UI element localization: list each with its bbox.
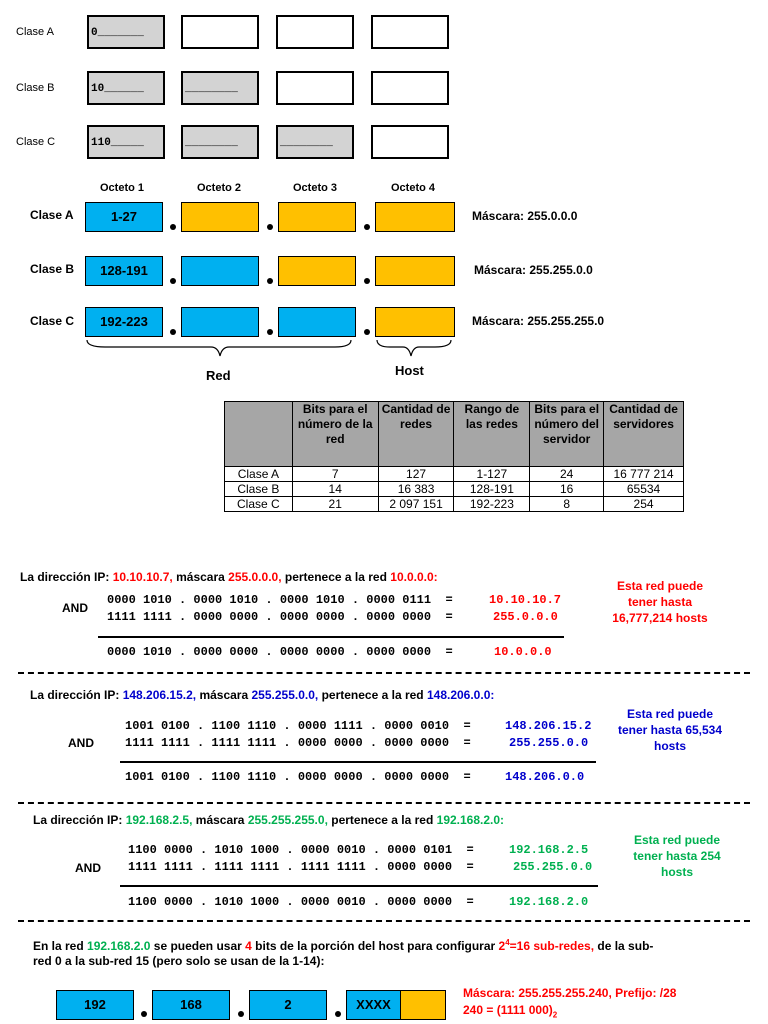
ex3-text: La dirección IP: <box>33 813 126 827</box>
network-brace <box>87 340 351 356</box>
class-b-range: 128-191 <box>85 256 163 286</box>
ex3-text: pertenece a la red <box>327 813 437 827</box>
ex3-ip-value: 192.168.2.5 <box>509 843 589 857</box>
ex1-net: 10.0.0.0: <box>390 570 438 584</box>
separator-dot <box>364 224 370 230</box>
ex2-result-value: 148.206.0.0 <box>505 770 585 784</box>
class-a-octet-4 <box>371 15 449 49</box>
subnet-statement-line-1 <box>33 938 653 953</box>
section-divider <box>18 802 750 804</box>
class-b-octet-2 <box>181 71 259 105</box>
table-cell: 16 777 214 <box>604 467 684 482</box>
ex1-mask: 255.0.0.0, <box>228 570 282 584</box>
separator-dot <box>267 278 273 284</box>
table-cell: 8 <box>530 497 604 512</box>
separator-dot <box>170 329 176 335</box>
table-header-cell: Rango de las redes <box>454 402 530 467</box>
class-c-octet-3-net <box>278 307 356 337</box>
host-brace-label: Host <box>395 363 424 378</box>
ex1-mask-value: 255.0.0.0 <box>493 610 558 624</box>
ex3-ip: 192.168.2.5, <box>125 813 193 827</box>
table-row <box>225 482 684 497</box>
section-divider <box>18 920 750 922</box>
class-c-octet-4-host <box>375 307 455 337</box>
host-brace <box>377 340 451 356</box>
ex2-note-line: tener hasta 65,534 <box>617 723 723 737</box>
ex1-note-line: 16,777,214 hosts <box>612 611 708 625</box>
table-header-row <box>225 402 684 467</box>
ex1-ip: 10.10.10.7, <box>112 570 173 584</box>
ex1-text: máscara <box>172 570 229 584</box>
subnet-text: bits de la porción del host para configurar <box>251 939 499 953</box>
separator-dot <box>267 329 273 335</box>
class-c-octet-1 <box>87 125 165 159</box>
class-b-bits: 10______ <box>91 83 144 95</box>
table-header-cell: Cantidad de redes <box>378 402 454 467</box>
separator-dot <box>364 329 370 335</box>
class-c-octet-2-net <box>181 307 259 337</box>
subnet-pow-exp: 4 <box>505 938 510 947</box>
ex1-text: pertenece a la red <box>281 570 391 584</box>
class-a-octet-2 <box>181 15 259 49</box>
table-cell: Clase A <box>225 467 293 482</box>
ex2-ip: 148.206.15.2, <box>122 688 197 702</box>
ex2-result-line <box>120 761 596 763</box>
ex1-mask-binary: 1111 1111 . 0000 0000 . 0000 0000 . 0000 0000 = <box>107 610 453 624</box>
table-cell: 1-127 <box>454 467 530 482</box>
ex1-statement <box>20 570 438 584</box>
separator-dot <box>267 224 273 230</box>
ex2-ip-value: 148.206.15.2 <box>505 719 592 733</box>
subnet-pow-base: 2 <box>498 939 506 953</box>
ex2-mask-value: 255.255.0.0 <box>509 736 589 750</box>
subnet-octet-1: 192 <box>56 990 134 1020</box>
ex1-text: La dirección IP: <box>20 570 113 584</box>
ex1-ip-value: 10.10.10.7 <box>489 593 562 607</box>
ex2-note-line: hosts <box>653 739 686 753</box>
ex3-note-line: hosts <box>660 865 693 879</box>
ex1-result-binary: 0000 1010 . 0000 0000 . 0000 0000 . 0000 0000 = <box>107 645 453 659</box>
subnet-octet-4-subnet-bits: XXXX <box>346 990 401 1020</box>
class-c-fill-3: ________ <box>280 137 333 149</box>
subnet-count <box>499 939 595 953</box>
ex1-result-value: 10.0.0.0 <box>494 645 552 659</box>
ex3-result-line <box>120 885 598 887</box>
table-cell: 254 <box>604 497 684 512</box>
class-b-fill-2: ________ <box>185 83 238 95</box>
class-b-octet-3-host <box>278 256 356 286</box>
section-divider <box>18 672 750 674</box>
subnet-text: se pueden usar <box>150 939 246 953</box>
class-c-octet-4 <box>371 125 449 159</box>
class-c-fill-2: ________ <box>185 137 238 149</box>
class-c-label: Clase C <box>16 136 56 148</box>
ex2-ip-binary: 1001 0100 . 1100 1110 . 0000 1111 . 0000 0010 = <box>125 719 471 733</box>
class-a-label: Clase A <box>16 26 54 38</box>
subnet-mask-binary-text: 240 = (1111 000) <box>463 1003 553 1017</box>
ex2-text: La dirección IP: <box>30 688 123 702</box>
table-cell: 65534 <box>604 482 684 497</box>
ex2-text: pertenece a la red <box>318 688 427 702</box>
octet-4-header: Octeto 4 <box>391 182 436 194</box>
ex2-note <box>605 706 735 754</box>
class-a-octet-3 <box>276 15 354 49</box>
subnet-mask-binary <box>463 1003 557 1019</box>
class-b-octet-4-host <box>375 256 455 286</box>
subnet-statement-line-2: red 0 a la sub-red 15 (pero solo se usan de la 1-14): <box>33 954 325 968</box>
table-cell: Clase B <box>225 482 293 497</box>
table-header-cell: Bits para el número del servidor <box>530 402 604 467</box>
ex3-result-value: 192.168.2.0 <box>509 895 589 909</box>
ex2-note-line: Esta red puede <box>626 707 714 721</box>
ex3-and-label: AND <box>75 861 101 875</box>
table-header-cell: Bits para el número de la red <box>292 402 378 467</box>
octet-3-header: Octeto 3 <box>293 182 338 194</box>
ex3-statement <box>33 813 504 827</box>
ex1-note-line: tener hasta <box>627 595 693 609</box>
ex1-ip-binary: 0000 1010 . 0000 1010 . 0000 1010 . 0000 0111 = <box>107 593 453 607</box>
ex3-note <box>612 832 742 880</box>
ex3-note-line: Esta red puede <box>633 833 721 847</box>
table-cell: 16 383 <box>378 482 454 497</box>
class-a-mask: Máscara: 255.0.0.0 <box>472 209 578 223</box>
table-cell: 24 <box>530 467 604 482</box>
octet-1-header: Octeto 1 <box>100 182 145 194</box>
separator-dot <box>141 1011 147 1017</box>
separator-dot <box>364 278 370 284</box>
ex3-ip-binary: 1100 0000 . 1010 1000 . 0000 0010 . 0000 0101 = <box>128 843 474 857</box>
mid-class-c-label: Clase C <box>30 314 75 328</box>
table-cell: Clase C <box>225 497 293 512</box>
ex2-text: máscara <box>196 688 252 702</box>
octet-2-header: Octeto 2 <box>197 182 242 194</box>
subnet-octet-2: 168 <box>152 990 230 1020</box>
table-cell: 7 <box>292 467 378 482</box>
mid-class-a-label: Clase A <box>30 208 74 222</box>
ex3-mask-binary: 1111 1111 . 1111 1111 . 1111 1111 . 0000 0000 = <box>128 860 474 874</box>
table-cell: 127 <box>378 467 454 482</box>
separator-dot <box>170 278 176 284</box>
ex2-and-label: AND <box>68 736 94 750</box>
ex2-mask: 255.255.0.0, <box>251 688 319 702</box>
class-c-mask: Máscara: 255.255.255.0 <box>472 314 605 328</box>
table-cell: 2 097 151 <box>378 497 454 512</box>
table-row <box>225 497 684 512</box>
ex3-mask: 255.255.255.0, <box>247 813 328 827</box>
class-b-octet-3 <box>276 71 354 105</box>
class-b-label: Clase B <box>16 82 55 94</box>
subnet-mask-binary-base: 2 <box>552 1010 558 1020</box>
table-cell: 21 <box>292 497 378 512</box>
separator-dot <box>335 1011 341 1017</box>
table-cell: 192-223 <box>454 497 530 512</box>
class-b-mask: Máscara: 255.255.0.0 <box>474 263 593 277</box>
class-table <box>224 401 684 512</box>
table-cell: 128-191 <box>454 482 530 497</box>
subnet-bits: 4 <box>245 939 252 953</box>
class-a-octet-3-host <box>278 202 356 232</box>
ex3-note-line: tener hasta 254 <box>633 849 721 863</box>
class-a-bits: 0_______ <box>91 27 144 39</box>
subnet-mask: Máscara: 255.255.255.240, Prefijo: /28 <box>463 986 677 1000</box>
ex2-mask-binary: 1111 1111 . 1111 1111 . 0000 0000 . 0000 0000 = <box>125 736 471 750</box>
ex1-result-line <box>98 636 564 638</box>
class-a-range: 1-27 <box>85 202 163 232</box>
class-a-octet-4-host <box>375 202 455 232</box>
ex1-note <box>590 578 730 626</box>
mid-class-b-label: Clase B <box>30 262 75 276</box>
class-b-octet-4 <box>371 71 449 105</box>
table-header-empty <box>225 402 293 467</box>
subnet-eq: =16 sub-redes, <box>509 939 595 953</box>
class-c-octet-3 <box>276 125 354 159</box>
ex2-statement <box>30 688 494 702</box>
class-c-octet-2 <box>181 125 259 159</box>
ex1-and-label: AND <box>62 601 88 615</box>
table-row <box>225 467 684 482</box>
network-brace-label: Red <box>206 368 231 383</box>
subnet-octet-4-host-bits <box>400 990 446 1020</box>
table-header-cell: Cantidad de servidores <box>604 402 684 467</box>
separator-dot <box>170 224 176 230</box>
class-c-range: 192-223 <box>85 307 163 337</box>
ex3-result-binary: 1100 0000 . 1010 1000 . 0000 0010 . 0000 0000 = <box>128 895 474 909</box>
subnet-text: de la sub- <box>594 939 654 953</box>
table-cell: 16 <box>530 482 604 497</box>
ex2-net: 148.206.0.0: <box>426 688 495 702</box>
class-a-octet-2-host <box>181 202 259 232</box>
ex3-text: máscara <box>192 813 248 827</box>
ex2-result-binary: 1001 0100 . 1100 1110 . 0000 0000 . 0000 0000 = <box>125 770 471 784</box>
subnet-octet-3: 2 <box>249 990 327 1020</box>
class-b-octet-2-net <box>181 256 259 286</box>
table-cell: 14 <box>292 482 378 497</box>
class-b-octet-1 <box>87 71 165 105</box>
class-a-octet-1 <box>87 15 165 49</box>
subnet-text: En la red <box>33 939 88 953</box>
ex3-net: 192.168.2.0: <box>436 813 505 827</box>
separator-dot <box>238 1011 244 1017</box>
subnet-net: 192.168.2.0 <box>87 939 151 953</box>
ex3-mask-value: 255.255.0.0 <box>513 860 593 874</box>
braces <box>85 338 455 360</box>
ex1-note-line: Esta red puede <box>616 579 704 593</box>
class-c-bits: 110_____ <box>91 137 144 149</box>
